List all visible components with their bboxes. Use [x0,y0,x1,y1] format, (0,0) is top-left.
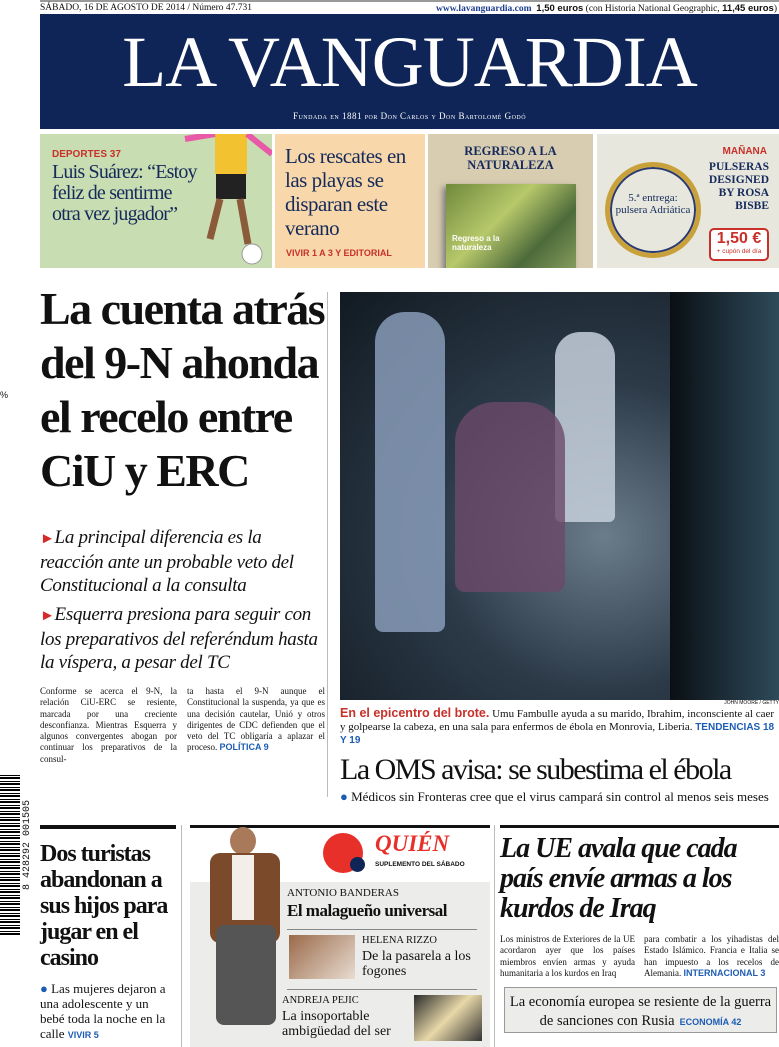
ebola-subhead [340,789,779,804]
woman [455,402,565,592]
divider [287,989,477,990]
magazine-cover [446,184,576,268]
bracelet-kicker: MAÑANA [722,146,767,157]
triangle-bullet-icon: ► [40,608,55,624]
subhead-text: Médicos sin Fronteras cree que el virus campará sin control al menos seis meses [351,789,769,804]
quien-item-name: ANDREJA PEJIC [282,995,359,1006]
lead-headline[interactable]: La cuenta atrás del 9-N ahonda el recelo entre CiU y ERC [40,283,325,496]
lead-bullet [40,603,325,674]
ebola-photo[interactable] [340,292,779,700]
logo: LA VANGUARDIA [122,22,697,102]
photo-caption [340,707,779,747]
casino-subhead [40,981,176,1043]
lead-body-col2 [187,686,325,765]
caption-kicker: En el epicentro del brote. [340,706,490,720]
iraq-headline[interactable]: La UE avala que cada país envíe armas a los kurdos de Iraq [500,833,737,924]
quien-item-name: ANTONIO BANDERAS [287,887,399,899]
quien-item-title: La insoportable ambigüedad del ser [282,1009,391,1039]
promo-vivir[interactable] [275,134,425,268]
photo-credit: JOHN MOORE / GETTY [724,700,779,706]
iraq-story [500,825,779,1033]
pejic-photo [414,995,482,1041]
section-rule [40,825,176,829]
dot-bullet-icon: ● [40,981,48,996]
magazine-title: REGRESO A LA NATURALEZA [464,144,557,172]
promo-magazine[interactable] [428,134,593,268]
tendencias-link[interactable]: TENDENCIAS 18 Y 19 [340,722,775,746]
bullet-text: La principal diferencia es la reacción ante un probable veto del Constitucional a la consulta [40,527,294,596]
barcode [0,775,20,935]
iraq-body-col2 [644,934,779,979]
promo-bracelet[interactable] [597,134,779,268]
doorway [670,292,779,700]
lead-story [40,282,325,765]
quien-supplement[interactable] [190,825,490,1047]
ebola-headline[interactable]: La OMS avisa: se subestima el ébola [340,753,731,786]
column-divider [181,825,182,1047]
subhead-text: Las mujeres dejaron a una adolescente y un bebé toda la noche en la calle [40,981,166,1041]
quien-item-title: El malagueño universal [287,901,447,920]
lead-bullet [40,526,325,597]
triangle-bullet-icon: ► [40,531,55,547]
bracelet-price-box [709,228,769,261]
sports-kicker: DEPORTES 37 [52,149,121,160]
ebola-story [340,292,779,804]
paren: ) [773,4,777,14]
vivir-headline: Los rescates en las playas se disparan este verano [285,144,406,240]
bracelet-price: 1,50 € [716,230,762,247]
edition-date: SÁBADO, 16 DE AGOSTO DE 2014 / Número 47.731 [40,3,252,13]
iraq-body [500,934,779,979]
promo-sports[interactable] [40,134,272,268]
website-link[interactable]: www.lavanguardia.com [436,4,532,14]
price-bundle: 11,45 euros [722,3,774,14]
iraq-body-col1: Los ministros de Exteriores de la UE acordaron ayer que los países miembros envíen armas y ayuda humanitaria a los kurdos en Iraq [500,934,635,978]
quien-subtitle: SUPLEMENTO DEL SÁBADO [375,861,465,868]
quien-title: QUIÉN [375,831,450,856]
economy-headline: La economía europea se resiente de la guerra de sanciones con Rusia [509,994,772,1030]
price: 1,50 euros [536,3,584,14]
politica-link[interactable]: POLÍTICA 9 [219,742,269,753]
economy-box[interactable] [504,987,777,1033]
cover-text: Regreso a la naturaleza [452,234,500,252]
column-divider [327,292,328,797]
masthead [40,14,779,129]
body-text: para combatir a los yihadistas del Estado Islámico. Francia e Italia se han impuesto a los recelos de Alemania. [644,934,779,978]
casino-story [40,825,176,1043]
quien-item-title: De la pasarela a los fogones [362,949,471,979]
casino-headline[interactable]: Dos turistas abandonan a sus hijos para jugar en el casino [40,841,168,971]
rizzo-photo [289,935,355,979]
divider [287,929,477,930]
internacional-link[interactable]: INTERNACIONAL 3 [683,967,766,978]
barcode-digits: 8 428292 001505 [22,800,33,891]
bracelet-title: PULSERAS DESIGNED BY ROSA BISBE [708,161,769,212]
vivir-ref: VIVIR 1 A 3 Y EDITORIAL [286,248,392,258]
banderas-photo [200,825,280,1040]
bracelet-coupon: + cupón del día [716,248,762,255]
vivir-link[interactable]: VIVIR 5 [67,1030,99,1040]
quien-logo-dot [350,857,365,872]
quien-item-name: HELENA RIZZO [362,935,437,946]
sports-headline: Luis Suárez: “Estoy feliz de sentirme otra vez jugador” [52,161,197,225]
dot-bullet-icon: ● [340,789,348,804]
caption-text: Umu Fambulle ayuda a su marido, Ibrahim, inconsciente al caer y golpearse la cabeza, en una sala para enfermos de ébola en Monrovia, Liberia. [340,708,775,733]
lead-body-col1: Conforme se acerca el 9-N, la relación CiU-ERC se resiente, marcada por una creciente desconfianza. Mientras Esquerra y algunos convergentes abogan por continuar los preparativos de la consul- [40,686,177,764]
section-rule [500,825,779,828]
motto: Fundada en 1881 por Don Carlos y Don Bartolomé Godó [292,111,527,121]
column-divider [494,825,495,1047]
margin-mark: % [0,390,9,400]
economia-link[interactable]: ECONOMÍA 42 [679,1017,742,1028]
body-text: ta hasta el 9-N aunque el Constitucional la suspenda, ya que es una decisión cautelar, Unió y otros dirigentes de CDC defienden que el veto del TC obligaría a aplazar el proceso. [187,686,325,753]
price-note: (con Historia National Geographic, [585,4,723,14]
bracelet-entry: 5.ª entrega: pulsera Adriática [615,192,691,216]
health-worker [375,312,445,632]
top-bar [40,0,779,13]
bullet-text: Esquerra presiona para seguir con los preparativos del referéndum hasta la víspera, a pesar del TC [40,604,318,673]
lead-body [40,686,325,765]
